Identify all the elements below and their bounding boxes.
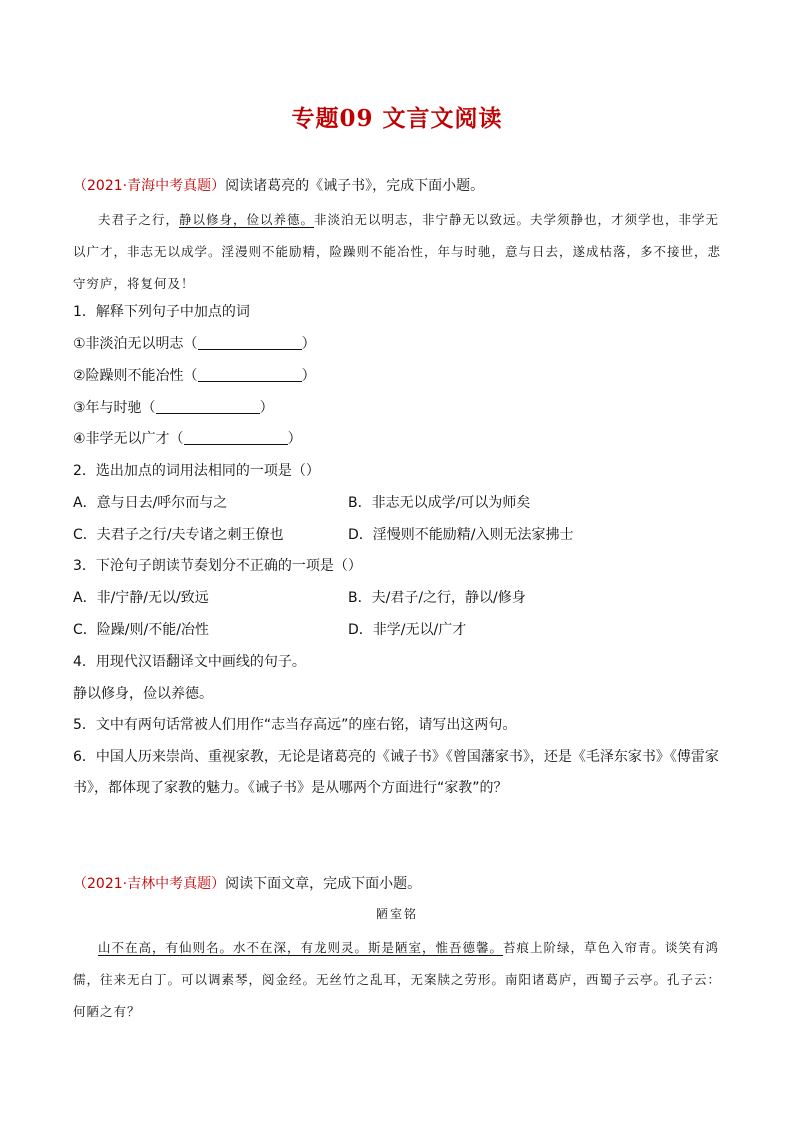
q1-item: ①非淡泊无以明志（ ） [73,336,316,352]
q1-item: ②险躁则不能冶性（ ） [73,368,316,384]
option-d[interactable]: D．非学/无以/广才 [348,622,467,638]
section1-intro: 阅读诸葛亮的《诫子书》，完成下面小题。 [225,178,485,194]
answer-blank[interactable] [198,367,302,382]
section1-header [73,176,484,196]
section2-header [73,874,421,894]
option-d[interactable]: D．淫慢则不能励精/入则无法家拂士 [348,527,574,543]
q3-stem: 3．下沧句子朗读节奏划分不正确的一项是（） [73,558,362,574]
answer-blank[interactable] [156,399,260,414]
q1-item: ④非学无以广才（ ） [73,431,302,447]
q6-stem: 6．中国人历来崇尚、重视家教，无论是诸葛亮的《诫子书》《曾国藩家书》，还是《毛泽东家书》《傅雷家书》，都体现了家教的魅力。《诫子书》是从哪两个方面进行“家教”的？ [73,749,719,796]
answer-blank[interactable] [198,335,302,350]
passage-text: 非淡泊无以明志，非宁静无以致远。夫学须静也，才须学也，非学无以广才，非志无以成学。淫漫则不能励精，险躁则不能冶性，年与时驰，意与日去，遂成枯落，多不接世，悲守穷庐，将复何及！ [73,212,722,291]
section1-source: （2021·青海中考真题） [73,178,226,194]
passage-text: 苔痕上阶绿，草色入帘青。谈笑有鸿儒，往来无白丁。可以调素琴，阅金经。无丝竹之乱耳，无案牍之劳形。南阳诸葛庐，西蜀子云亭。孔子云：何陋之有？ [73,940,722,1019]
answer-blank[interactable] [184,430,288,445]
section2-intro: 阅读下面文章，完成下面小题。 [225,876,422,892]
page-title: 专题09 文言文阅读 [291,105,503,132]
poem-title: 陋室铭 [375,907,418,921]
section2-source: （2021·吉林中考真题） [73,876,226,892]
q1-stem: 1．解释下列句子中加点的词 [73,304,250,320]
section1-passage [73,204,723,300]
q4-sentence: 静以修身，俭以养德。 [73,686,213,702]
option-a[interactable]: A．意与日去/呼尔而与之 [73,495,228,511]
passage-underlined: 静以修身，俭以养德。 [179,212,315,227]
q4-stem: 4．用现代汉语翻译文中画线的句子。 [73,654,306,670]
option-c[interactable]: C．险躁/则/不能/冶性 [73,622,209,638]
option-a[interactable]: A．非/宁静/无以/致远 [73,590,209,606]
section2-passage [73,932,723,1028]
option-b[interactable]: B．非志无以成学/可以为师矣 [348,495,531,511]
q1-item: ③年与时驰（ ） [73,400,274,416]
q5-stem: 5．文中有两句话常被人们用作“志当存高远”的座右铭，请写出这两句。 [73,717,517,733]
option-c[interactable]: C．夫君子之行/夫专诸之刺王僚也 [73,527,284,543]
q2-stem: 2．选出加点的词用法相同的一项是（） [73,463,320,479]
passage-text: 夫君子之行， [98,212,180,227]
passage-underlined: 山不在高，有仙则名。水不在深，有龙则灵。斯是陋室，惟吾德馨。 [98,940,504,955]
option-b[interactable]: B．夫/君子/之行，静以/修身 [348,590,526,606]
